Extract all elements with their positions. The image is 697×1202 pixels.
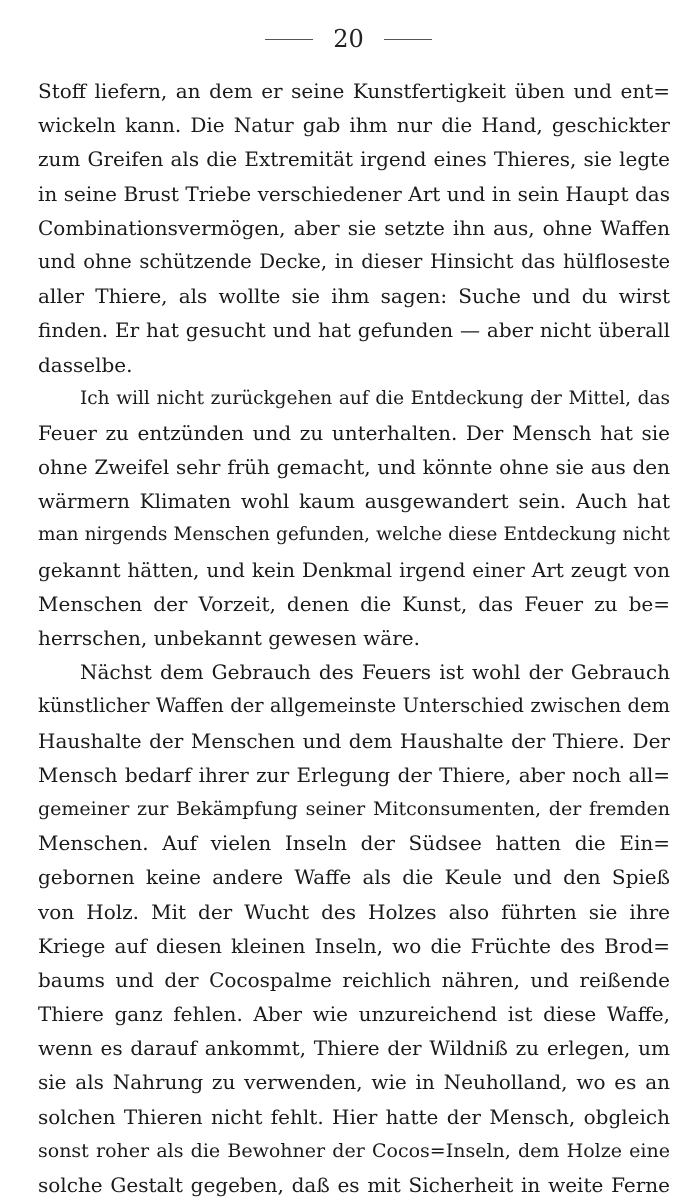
text-line: in seine Brust Triebe verschiedener Art und in sein Haupt das <box>38 181 670 206</box>
text-line: und ohne schützende Decke, in dieser Hinsicht das hülfloseste <box>38 249 670 273</box>
text-line: gekannt hätten, und kein Denkmal irgend einer Art zeugt von <box>38 557 670 582</box>
text-line: Haushalte der Menschen und dem Haushalte der Thiere. Der <box>38 728 670 753</box>
page-number: 20 <box>333 25 364 53</box>
text-line: Mensch bedarf ihrer zur Erlegung der Thiere, aber noch all= <box>38 762 670 787</box>
text-line: wärmern Klimaten wohl kaum ausgewandert sein. Auch hat <box>38 489 670 514</box>
text-line: Combinationsvermögen, aber sie setzte ihn aus, ohne Waffen <box>38 215 670 240</box>
text-line: Menschen. Auf vielen Inseln der Südsee hatten die Ein= <box>38 831 670 856</box>
text-line: aller Thiere, als wollte sie ihm sagen: Suche und du wirst <box>38 284 670 309</box>
text-line: künstlicher Waffen der allgemeinste Unterschied zwischen dem <box>38 694 670 718</box>
text-line: ohne Zweifel sehr früh gemacht, und könnte ohne sie aus den <box>38 455 670 480</box>
text-line: Thiere ganz fehlen. Aber wie unzureichend ist diese Waffe, <box>38 1002 670 1027</box>
text-line: Ich will nicht zurückgehen auf die Entdeckung der Mittel, das <box>80 387 670 409</box>
header-rule-right <box>384 39 432 40</box>
text-line: man nirgends Menschen gefunden, welche diese Entdeckung nicht <box>38 524 670 546</box>
text-line: Menschen der Vorzeit, denen die Kunst, das Feuer zu be= <box>38 591 670 616</box>
text-line: dasselbe. <box>38 352 133 377</box>
page-header <box>0 22 697 56</box>
text-line: sonst roher als die Bewohner der Cocos=Inseln, dem Holze eine <box>38 1139 670 1162</box>
text-line: baums und der Cocospalme reichlich nähren, und reißende <box>38 967 670 992</box>
text-line: zum Greifen als die Extremität irgend eines Thieres, sie legte <box>38 147 670 172</box>
text-line: Feuer zu entzünden und zu unterhalten. Der Mensch hat sie <box>38 420 670 445</box>
text-line: von Holz. Mit der Wucht des Holzes also führten sie ihre <box>38 899 670 924</box>
body-text <box>38 74 670 1202</box>
paragraph <box>38 655 670 1202</box>
text-line: gebornen keine andere Waffe als die Keule und den Spieß <box>38 865 670 890</box>
text-line: gemeiner zur Bekämpfung seiner Mitconsumenten, der fremden <box>38 797 670 820</box>
text-line: Stoff liefern, an dem er seine Kunstfertigkeit üben und ent= <box>38 79 670 103</box>
text-line: wickeln kann. Die Natur gab ihm nur die Hand, geschickter <box>38 113 670 138</box>
paragraph <box>38 382 670 656</box>
text-line: solchen Thieren nicht fehlt. Hier hatte der Mensch, obgleich <box>38 1104 670 1129</box>
text-line: Nächst dem Gebrauch des Feuers ist wohl der Gebrauch <box>80 660 670 685</box>
text-line: sie als Nahrung zu verwenden, wie in Neuholland, wo es an <box>38 1070 670 1095</box>
header-rule-left <box>265 39 313 40</box>
text-line: finden. Er hat gesucht und hat gefunden — aber nicht überall <box>38 318 670 343</box>
text-line: herrschen, unbekannt gewesen wäre. <box>38 626 420 650</box>
text-line: Kriege auf diesen kleinen Inseln, wo die Früchte des Brod= <box>38 933 670 958</box>
text-line: solche Gestalt gegeben, daß es mit Sicherheit in weite Ferne <box>38 1173 670 1197</box>
paragraph <box>38 74 670 382</box>
text-line: wenn es darauf ankommt, Thiere der Wildniß zu erlegen, um <box>38 1036 670 1061</box>
